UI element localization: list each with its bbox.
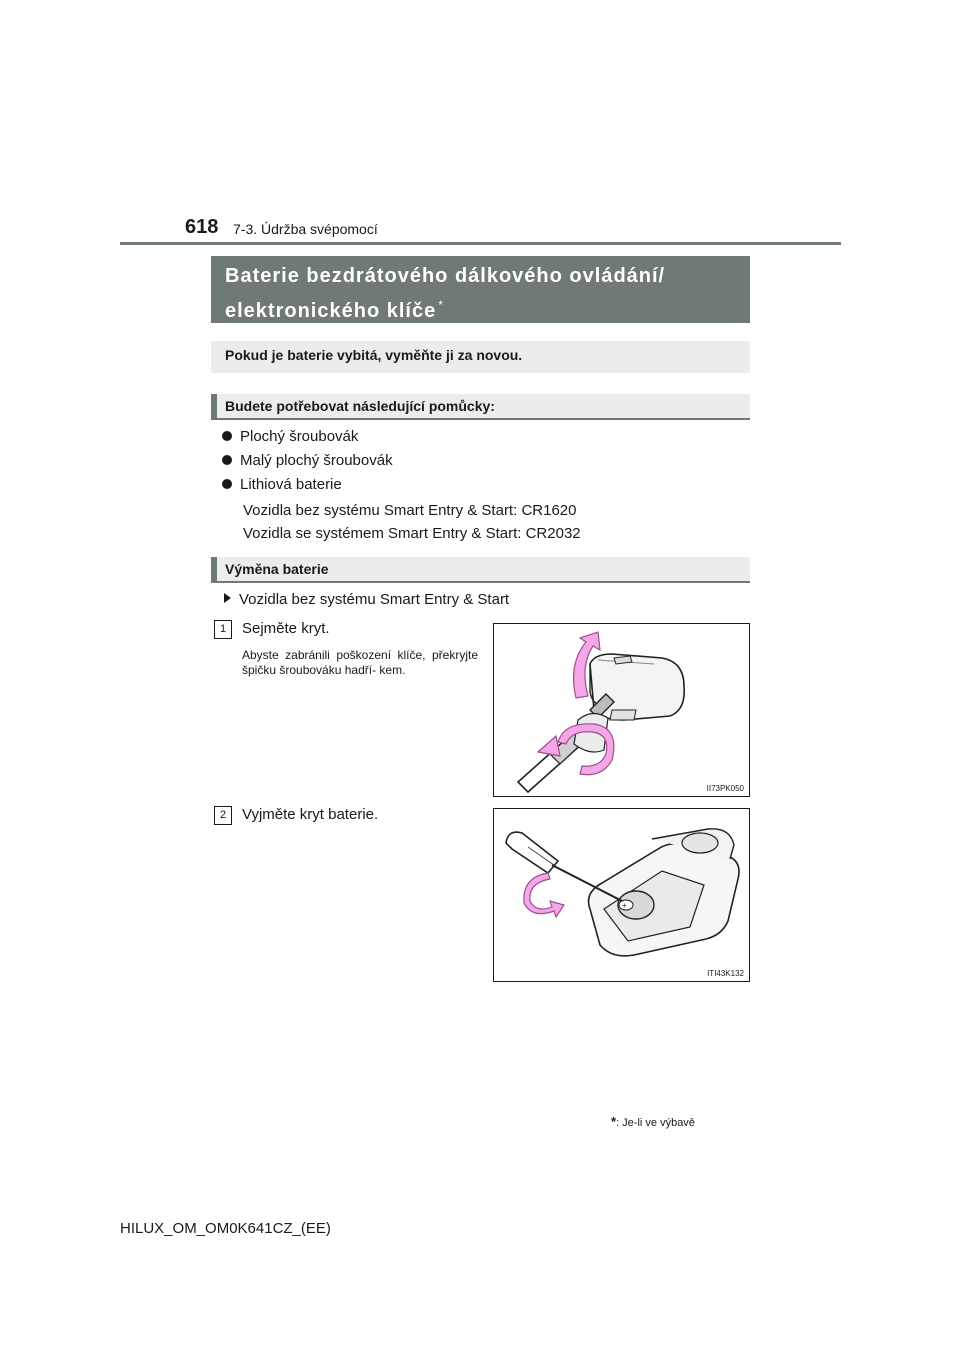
replacement-heading: Výměna baterie bbox=[211, 557, 750, 583]
open-key-battery-illustration bbox=[494, 809, 749, 981]
header-rule bbox=[120, 242, 841, 245]
step-number-1: 1 bbox=[214, 620, 232, 639]
page-number: 618 bbox=[185, 216, 219, 238]
bullet-icon bbox=[222, 479, 232, 489]
page-title-band bbox=[211, 256, 750, 323]
tool-item-label: Lithiová baterie bbox=[240, 476, 342, 493]
key-screwdriver-illustration bbox=[494, 624, 749, 796]
page-title: Baterie bezdrátového dálkového ovládání/ elektronického klíče bbox=[225, 265, 666, 322]
figure-remove-cover bbox=[493, 623, 750, 797]
condition-line bbox=[224, 591, 509, 608]
tool-item-label: Malý plochý šroubovák bbox=[240, 452, 393, 469]
svg-text:+: + bbox=[622, 901, 627, 910]
step-1-text: Sejměte kryt. bbox=[242, 620, 330, 637]
step-2-text: Vyjměte kryt baterie. bbox=[242, 806, 379, 823]
step-1-note: Abyste zabránili poškození klíče, překryjte špičku šroubováku hadří- kem. bbox=[242, 648, 478, 677]
section-path: 7-3. Údržba svépomocí bbox=[233, 221, 378, 237]
tool-item bbox=[222, 452, 393, 469]
battery-note: Vozidla se systémem Smart Entry & Start: CR2032 bbox=[243, 525, 581, 542]
bullet-icon bbox=[222, 431, 232, 441]
footnote-text: : Je-li ve výbavě bbox=[616, 1117, 695, 1129]
footnote bbox=[611, 1114, 695, 1129]
step-number-2: 2 bbox=[214, 806, 232, 825]
battery-note: Vozidla bez systému Smart Entry & Start: CR1620 bbox=[243, 502, 577, 519]
bullet-icon bbox=[222, 455, 232, 465]
figure-code: ITI43K132 bbox=[707, 969, 744, 978]
tool-item bbox=[222, 428, 358, 445]
title-asterisk: * bbox=[438, 298, 444, 312]
document-code: HILUX_OM_OM0K641CZ_(EE) bbox=[120, 1220, 331, 1237]
figure-remove-battery-cover bbox=[493, 808, 750, 982]
condition-text: Vozidla bez systému Smart Entry & Start bbox=[239, 591, 510, 608]
intro-box: Pokud je baterie vybitá, vyměňte ji za novou. bbox=[211, 341, 750, 373]
tool-item-label: Plochý šroubovák bbox=[240, 428, 359, 445]
footnote-asterisk: * bbox=[611, 1114, 617, 1129]
triangle-bullet-icon bbox=[224, 593, 231, 603]
tools-heading: Budete potřebovat následující pomůcky: bbox=[211, 394, 750, 420]
tool-item bbox=[222, 476, 342, 493]
figure-code: II73PK050 bbox=[706, 784, 744, 793]
